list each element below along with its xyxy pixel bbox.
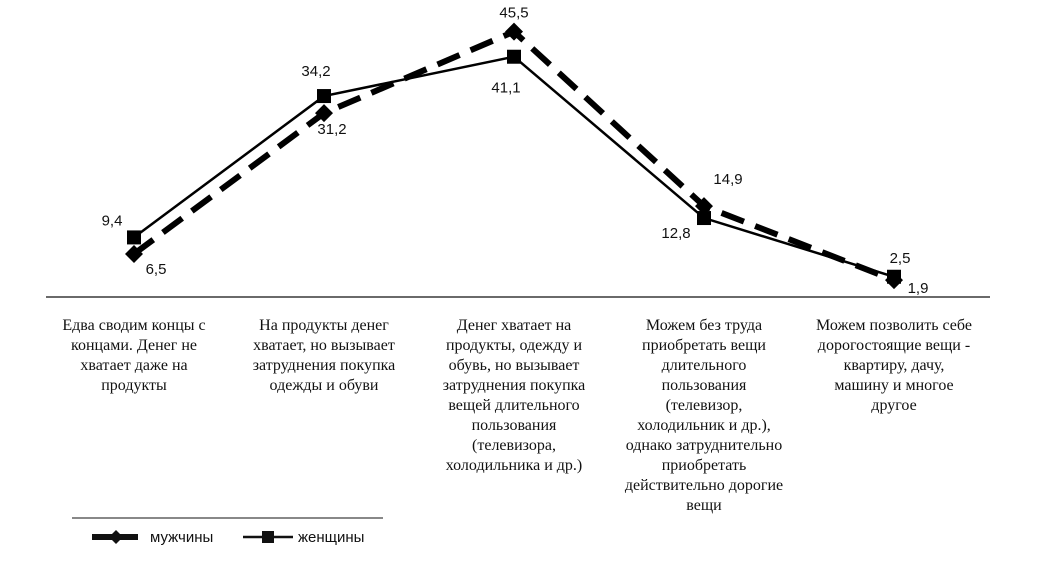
data-label-men-5: 1,9 xyxy=(907,280,929,298)
data-point-women-4 xyxy=(697,211,711,225)
category-label-4: Можем без труда приобретать вещи длительного пользования (телевизор, холодильник и др.), однако затруднительно приобретать действительно дорогие вещи xyxy=(624,317,784,514)
legend-label-men: мужчины xyxy=(150,529,214,546)
legend-marker-men xyxy=(109,530,123,544)
category-label-2: На продукты денег хватает, но вызывает затруднения покупка одежды и обуви xyxy=(252,317,396,394)
category-label-3: Денег хватает на продукты, одежду и обувь, но вызывает затруднения покупка вещей длительного пользования (телевизора, холодильника и др.) xyxy=(442,317,586,474)
category-label-1: Едва сводим концы с концами. Денег не хватает даже на продукты xyxy=(62,317,206,394)
value-labels xyxy=(102,5,929,298)
legend-marker-women xyxy=(262,531,274,543)
data-label-women-1: 9,4 xyxy=(101,212,123,230)
category-label-5: Можем позволить себе дорогостоящие вещи - квартиру, дачу, машину и многое другое xyxy=(816,317,972,414)
series-layer xyxy=(125,23,903,290)
data-label-women-2: 34,2 xyxy=(301,63,331,81)
legend xyxy=(72,518,383,546)
data-label-women-5: 2,5 xyxy=(889,249,911,267)
data-label-men-4: 14,9 xyxy=(713,171,743,189)
legend-label-women: женщины xyxy=(298,529,365,546)
data-point-women-1 xyxy=(127,230,141,244)
data-label-men-1: 6,5 xyxy=(145,260,167,278)
data-point-women-3 xyxy=(507,50,521,64)
data-label-women-3: 41,1 xyxy=(491,79,521,97)
data-point-women-2 xyxy=(317,89,331,103)
data-label-men-3: 45,5 xyxy=(499,4,529,22)
data-label-men-2: 31,2 xyxy=(317,121,347,139)
series-line-men xyxy=(134,32,894,281)
data-label-women-4: 12,8 xyxy=(661,225,691,243)
data-point-women-5 xyxy=(887,270,901,284)
